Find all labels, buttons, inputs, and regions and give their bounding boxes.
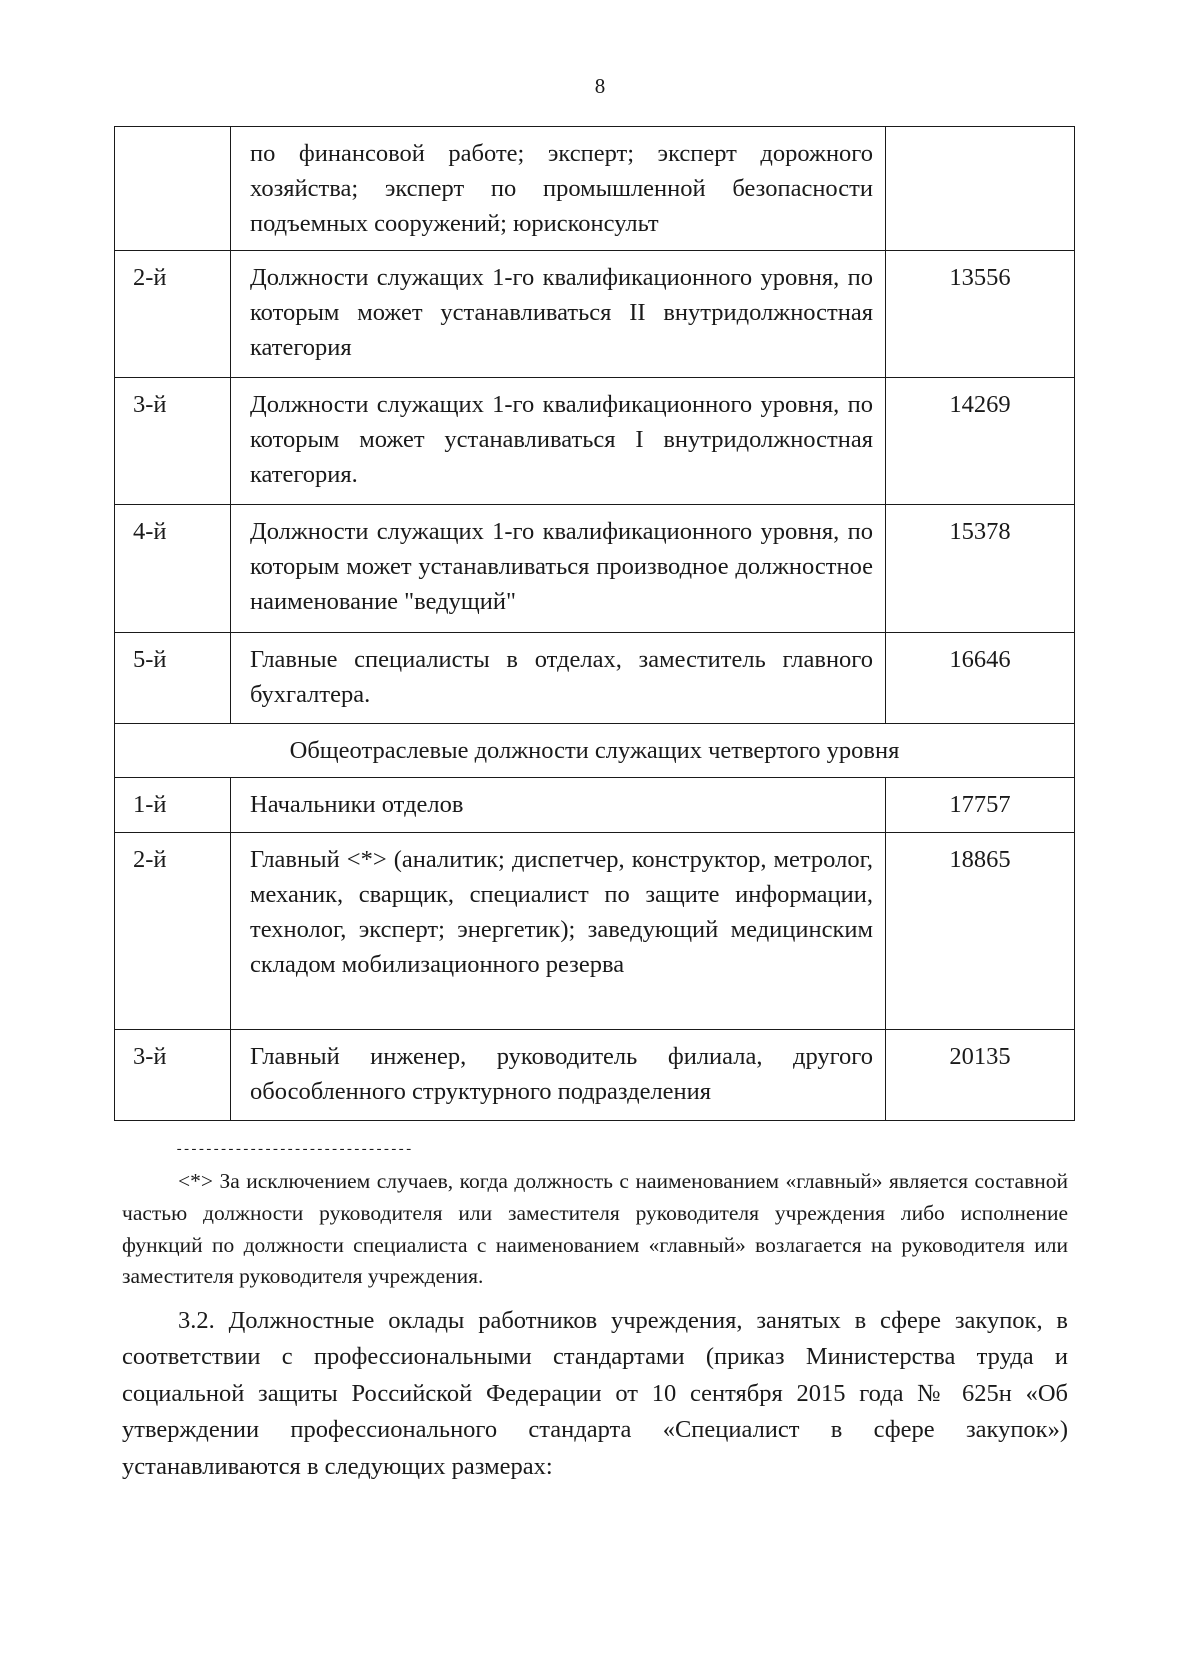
position-description: Должности служащих 1-го квалификационного уровня, по которым может устанавливаться I внутридолжностная категория. — [231, 378, 886, 505]
salary-value: 18865 — [886, 833, 1075, 1030]
qualification-level: 2-й — [115, 251, 231, 378]
body-paragraph: 3.2. Должностные оклады работников учреждения, занятых в сфере закупок, в соответствии с профессиональными стандартами (приказ Министерства труда и социальной защиты Российской Федерации от 10 сентября 2015 года № 625н «Об утверждении профессионального стандарта «Специалист в сфере закупок») устанавливаются в следующих размерах: — [122, 1307, 1068, 1480]
position-description: Главный инженер, руководитель филиала, другого обособленного структурного подразделения — [231, 1030, 886, 1121]
footnote: <*> За исключением случаев, когда должность с наименованием «главный» является составной частью должности руководителя или заместителя руководителя учреждения либо исполнение функций по должности специалиста с наименованием «главный» возлагается на руководителя или заместителя руководителя учреждения. — [122, 1169, 1068, 1289]
salary-value — [886, 127, 1075, 251]
page-number: 8 — [594, 74, 606, 98]
salary-value: 20135 — [886, 1030, 1075, 1121]
qualification-level: 4-й — [115, 505, 231, 633]
table-row — [115, 127, 1075, 251]
position-description: Главный <*> (аналитик; диспетчер, конструктор, метролог, механик, сварщик, специалист по защите информации, технолог, эксперт; энергетик); заведующий медицинским складом мобилизационного резерва — [231, 833, 886, 1030]
qualification-level: 3-й — [115, 1030, 231, 1121]
position-description: Должности служащих 1-го квалификационного уровня, по которым может устанавливаться производное должностное наименование "ведущий" — [231, 505, 886, 633]
salary-value: 13556 — [886, 251, 1075, 378]
table-row — [115, 378, 1075, 505]
position-description: Должности служащих 1-го квалификационного уровня, по которым может устанавливаться II внутридолжностная категория — [231, 251, 886, 378]
qualification-level: 5-й — [115, 633, 231, 724]
qualification-level — [115, 127, 231, 251]
qualification-level: 1-й — [115, 778, 231, 833]
salary-table — [114, 126, 1075, 1121]
salary-value: 14269 — [886, 378, 1075, 505]
footnote-separator: -------------------------------- — [175, 1142, 412, 1158]
salary-value: 17757 — [886, 778, 1075, 833]
table-row — [115, 833, 1075, 1030]
table-row — [115, 505, 1075, 633]
position-description: Начальники отделов — [231, 778, 886, 833]
salary-value: 16646 — [886, 633, 1075, 724]
table-row — [115, 778, 1075, 833]
group-heading: Общеотраслевые должности служащих четвертого уровня — [115, 724, 1075, 778]
salary-value: 15378 — [886, 505, 1075, 633]
qualification-level: 3-й — [115, 378, 231, 505]
table-row — [115, 251, 1075, 378]
table-row — [115, 1030, 1075, 1121]
qualification-level: 2-й — [115, 833, 231, 1030]
position-description: Главные специалисты в отделах, заместитель главного бухгалтера. — [231, 633, 886, 724]
position-description: по финансовой работе; эксперт; эксперт дорожного хозяйства; эксперт по промышленной безопасности подъемных сооружений; юрисконсульт — [231, 127, 886, 251]
table-row — [115, 633, 1075, 724]
table-group-row — [115, 724, 1075, 778]
